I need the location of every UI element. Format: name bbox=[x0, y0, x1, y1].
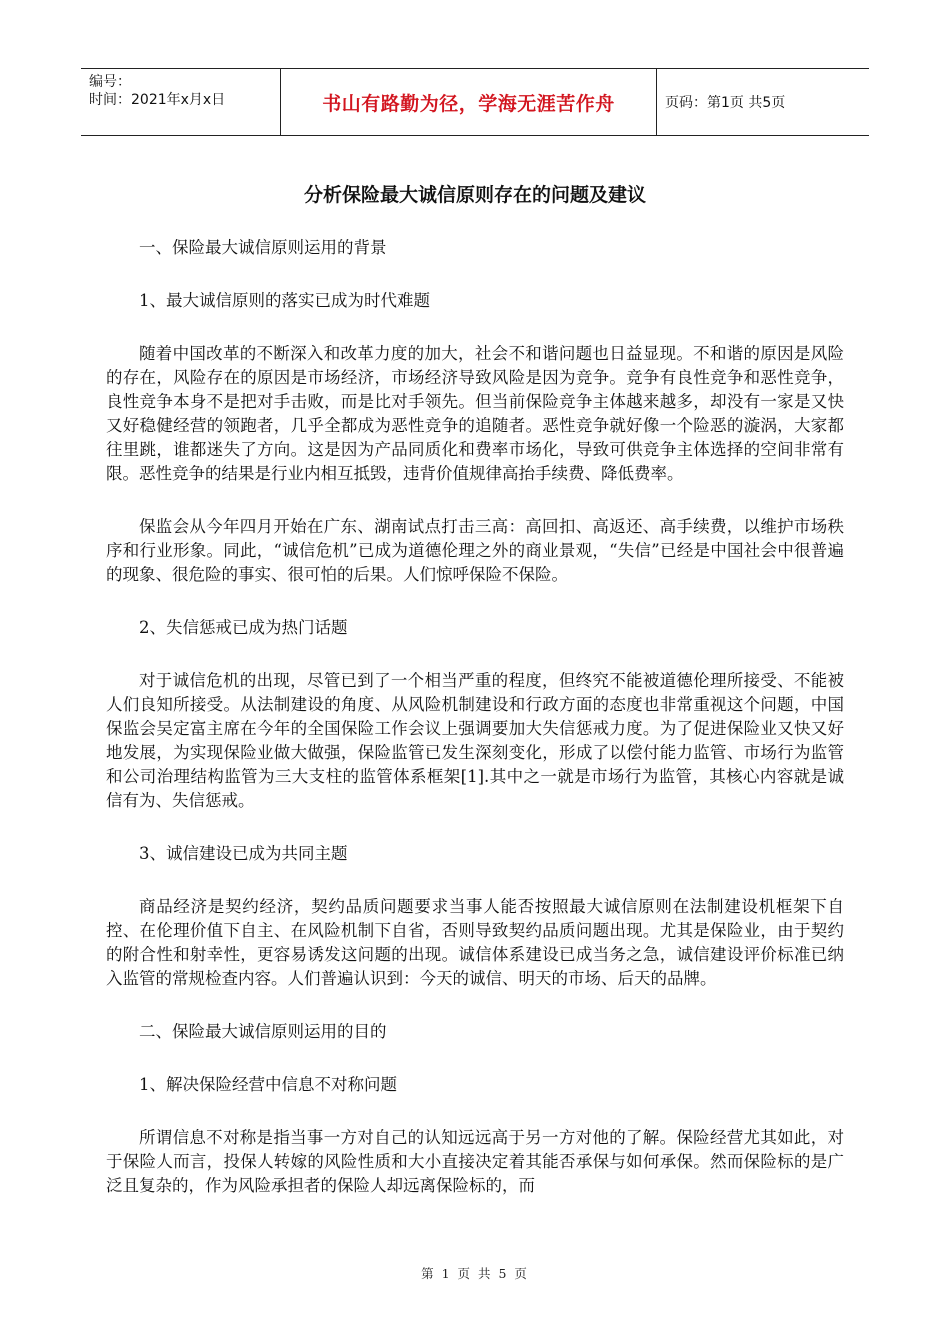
section-heading: 一、保险最大诚信原则运用的背景 bbox=[139, 238, 387, 257]
subsection-heading: 1、解决保险经营中信息不对称问题 bbox=[139, 1075, 397, 1094]
section-heading: 二、保险最大诚信原则运用的目的 bbox=[139, 1022, 387, 1041]
subsection-heading: 3、诚信建设已成为共同主题 bbox=[139, 844, 348, 863]
header-motto-cell bbox=[280, 69, 657, 135]
header-page-number: 页码：第1页 共5页 bbox=[665, 95, 786, 111]
header-page-cell bbox=[657, 69, 869, 135]
header-motto: 书山有路勤为径，学海无涯苦作舟 bbox=[322, 92, 615, 115]
subsection-heading: 1、最大诚信原则的落实已成为时代难题 bbox=[139, 291, 430, 310]
header-meta-cell bbox=[81, 69, 280, 135]
body-paragraph: 保监会从今年四月开始在广东、湖南试点打击三高：高回扣、高返还、高手续费，以维护市场秩序和行业形象。同此，“诚信危机”已成为道德伦理之外的商业景观，“失信”已经是中国社会中很普遍的现象、很危险的事实、很可怕的后果。人们惊呼保险不保险。 bbox=[106, 517, 844, 584]
subsection-heading: 2、失信惩戒已成为热门话题 bbox=[139, 618, 348, 637]
document-body bbox=[106, 236, 844, 1198]
document-number-label: 编号： bbox=[89, 74, 131, 90]
body-paragraph: 所谓信息不对称是指当事一方对自己的认知远远高于另一方对他的了解。保险经营尤其如此，对于保险人而言，投保人转嫁的风险性质和大小直接决定着其能否承保与如何承保。然而保险标的是广泛且复杂的，作为风险承担者的保险人却远离保险标的，而 bbox=[106, 1128, 844, 1195]
header-table bbox=[81, 68, 869, 136]
page-footer: 第 1 页 共 5 页 bbox=[421, 1266, 529, 1281]
body-paragraph: 随着中国改革的不断深入和改革力度的加大，社会不和谐问题也日益显现。不和谐的原因是风险的存在，风险存在的原因是市场经济，市场经济导致风险是因为竞争。竞争有良性竞争和恶性竞争，良性竞争本身不是把对手击败，而是比对手领先。但当前保险竞争主体越来越多，却没有一家是又快又好稳健经营的领跑者，几乎全都成为恶性竞争的追随者。恶性竞争就好像一个险恶的漩涡，大家都往里跳，谁都迷失了方向。这是因为产品同质化和费率市场化，导致可供竞争主体选择的空间非常有限。恶性竞争的结果是行业内相互抵毁，违背价值规律高抬手续费、降低费率。 bbox=[106, 344, 844, 483]
body-paragraph: 商品经济是契约经济，契约品质问题要求当事人能否按照最大诚信原则在法制建设机框架下自控、在伦理价值下自主、在风险机制下自省，否则导致契约品质问题出现。尤其是保险业，由于契约的附合性和射幸性，更容易诱发这问题的出现。诚信体系建设已成当务之急，诚信建设评价标准已纳入监管的常规检查内容。人们普遍认识到：今天的诚信、明天的市场、后天的品牌。 bbox=[106, 897, 844, 988]
document-title: 分析保险最大诚信原则存在的问题及建议 bbox=[303, 184, 646, 206]
body-paragraph: 对于诚信危机的出现，尽管已到了一个相当严重的程度，但终究不能被道德伦理所接受、不能被人们良知所接受。从法制建设的角度、从风险机制建设和行政方面的态度也非常重视这个问题，中国保监会吴定富主席在今年的全国保险工作会议上强调要加大失信惩戒力度。为了促进保险业又快又好地发展，为实现保险业做大做强，保险监管已发生深刻变化，形成了以偿付能力监管、市场行为监管和公司治理结构监管为三大支柱的监管体系框架[1].其中之一就是市场行为监管，其核心内容就是诚信有为、失信惩戒。 bbox=[106, 671, 844, 810]
document-time-label: 时间：2021年x月x日 bbox=[89, 92, 226, 108]
